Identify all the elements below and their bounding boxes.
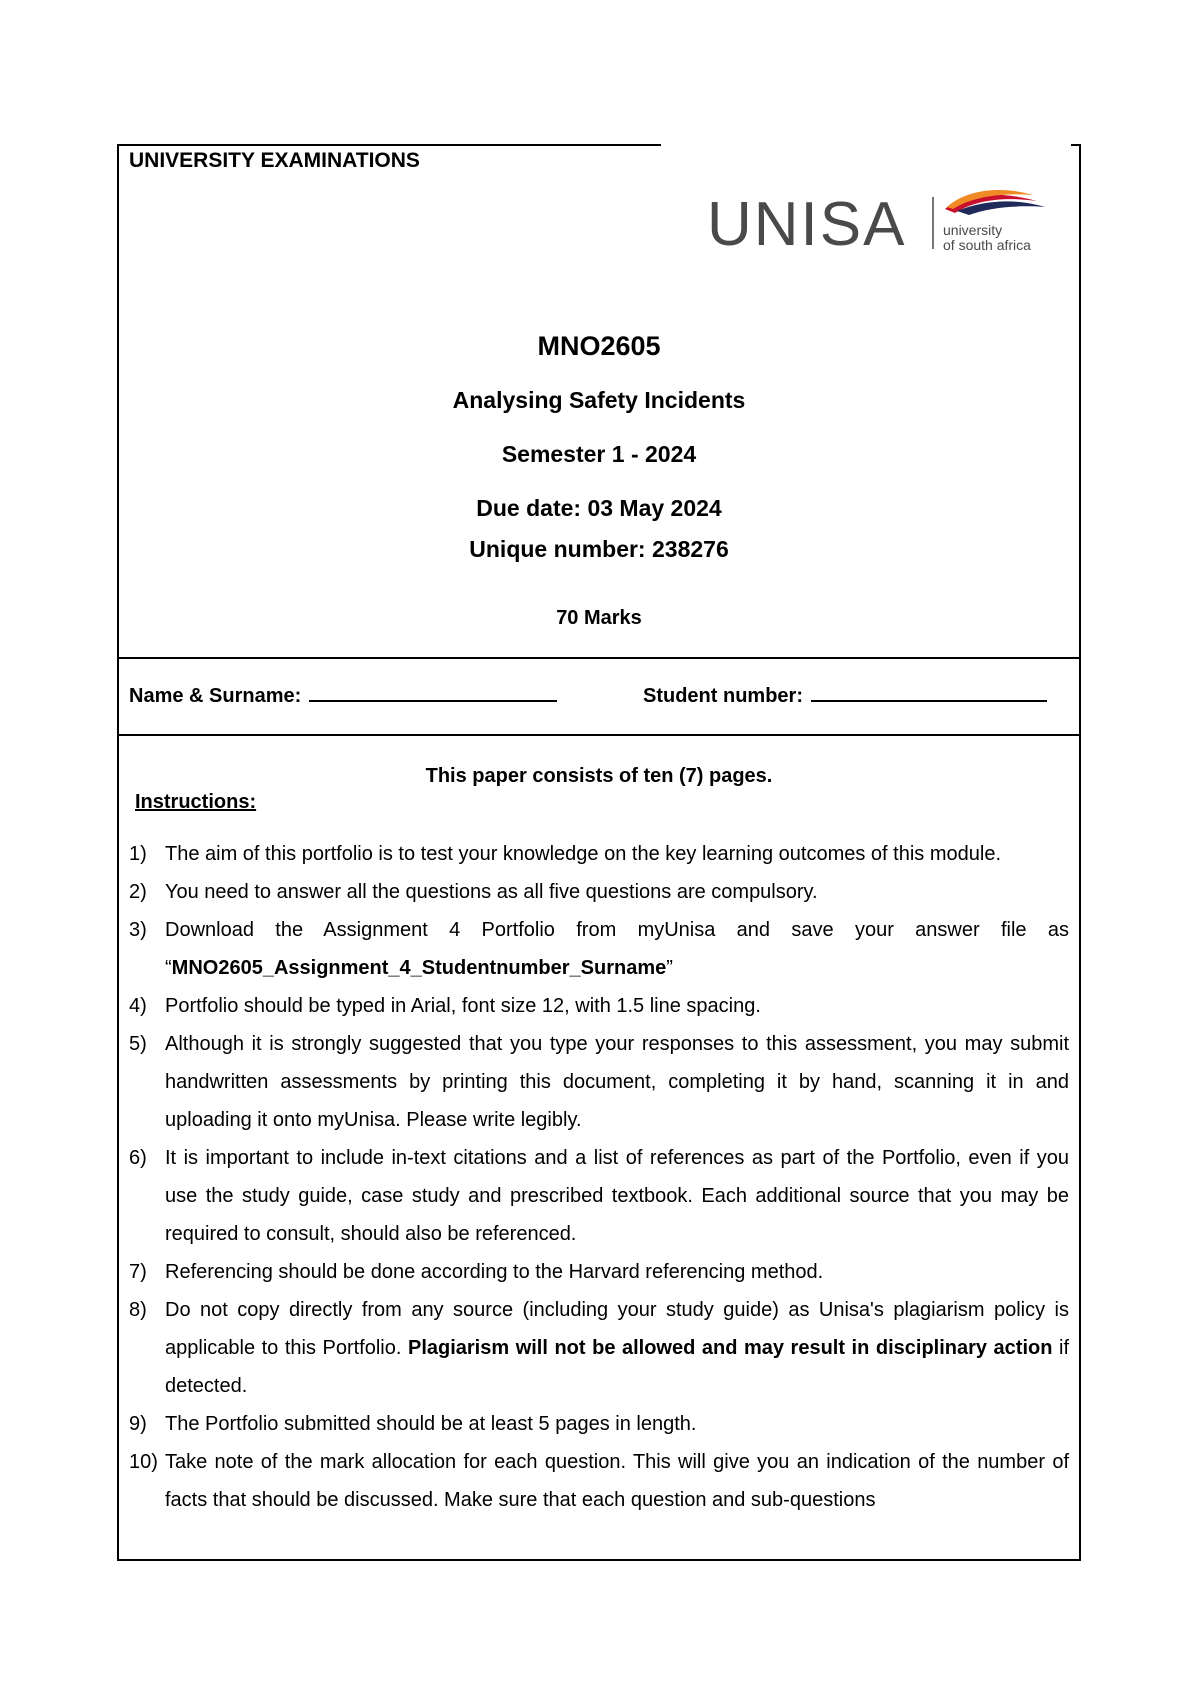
course-title: Analysing Safety Incidents	[452, 387, 746, 413]
name-surname-field	[129, 685, 557, 708]
total-marks: 70 Marks	[556, 607, 642, 629]
course-code: MNO2605	[537, 331, 661, 361]
list-item: 9) The Portfolio submitted should be at least 5 pages in length.	[129, 1413, 697, 1435]
student-number-label: Student number:	[643, 685, 803, 707]
logo-sub-south-africa: of south africa	[943, 237, 1031, 253]
logo-sub-university: university	[943, 222, 1003, 238]
instructions-heading: Instructions:	[135, 791, 257, 813]
name-label: Name & Surname:	[129, 685, 302, 707]
list-item: 10) Take note of the mark allocation for each question. This will give you an indication of the number of facts that should be discussed. Make sure that each question and sub-questions	[129, 1451, 1069, 1511]
list-item: 5) Although it is strongly suggested that you type your responses to this assessment, you may submit handwritten assessments by printing this document, completing it by hand, scanning it in and uploading it onto myUnisa. Please write legibly.	[129, 1033, 1069, 1131]
list-item: 4) Portfolio should be typed in Arial, font size 12, with 1.5 line spacing.	[129, 995, 761, 1017]
logo-wordmark: UNISA	[707, 190, 907, 257]
instructions-list	[129, 835, 1069, 1519]
list-item: 1) The aim of this portfolio is to test your knowledge on the key learning outcomes of this module.	[129, 843, 1001, 865]
student-number-blank-line	[811, 686, 1047, 702]
exam-cover-frame	[117, 145, 1081, 1561]
list-item: 2) You need to answer all the questions as all five questions are compulsory.	[129, 881, 818, 903]
student-number-field	[643, 685, 1047, 708]
list-item: 3) Download the Assignment 4 Portfolio from myUnisa and save your answer file as “MNO2605_Assignment_4_Studentnumber_Surname”	[129, 919, 1069, 979]
semester: Semester 1 - 2024	[501, 441, 697, 467]
unique-number: Unique number: 238276	[469, 536, 729, 562]
divider-line	[119, 734, 1079, 736]
exam-label: UNIVERSITY EXAMINATIONS	[129, 149, 420, 172]
divider-line	[119, 657, 1079, 659]
pages-note: This paper consists of ten (7) pages.	[425, 765, 773, 787]
unisa-logo	[707, 187, 1067, 257]
list-item: 6) It is important to include in-text citations and a list of references as part of the Portfolio, even if you use the study guide, case study and prescribed textbook. Each additional source that you may be required to consult, should also be referenced.	[129, 1147, 1069, 1245]
list-item: 8) Do not copy directly from any source (including your study guide) as Unisa's plagiarism policy is applicable to this Portfolio. Plagiarism will not be allowed and may result in disciplinary action if detected.	[129, 1299, 1070, 1397]
name-blank-line	[309, 686, 557, 702]
due-date: Due date: 03 May 2024	[476, 495, 722, 521]
list-item: 7) Referencing should be done according to the Harvard referencing method.	[129, 1261, 824, 1283]
